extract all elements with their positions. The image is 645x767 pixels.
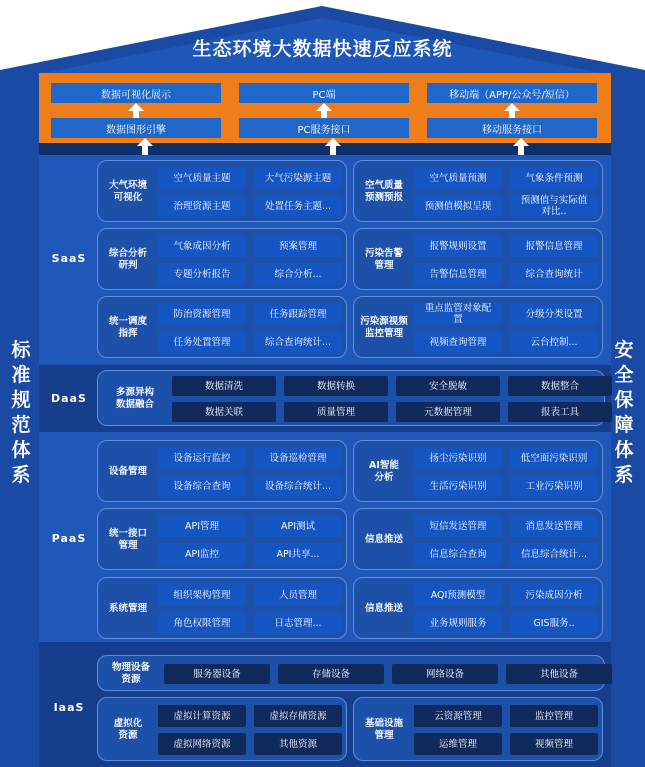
layer-label-paas: PaaS (51, 532, 87, 545)
group-label: 物理设备 资源 (111, 662, 150, 685)
capability-group (97, 655, 605, 691)
group-label: 信息推送 (364, 534, 403, 545)
up-arrow-icon (504, 103, 520, 118)
capability-item: API共享... (254, 543, 342, 565)
capability-item: 告警信息管理 (414, 263, 502, 285)
capability-item: 运维管理 (414, 733, 502, 755)
capability-item: 消息发送管理 (510, 515, 598, 537)
capability-item: API监控 (158, 543, 246, 565)
application-layer (39, 73, 611, 143)
capability-item: 综合分析... (254, 263, 342, 285)
capability-group (353, 577, 603, 639)
capability-item: 信息综合查询 (414, 543, 502, 565)
capability-item: 短信发送管理 (414, 515, 502, 537)
interface-box-graphics: 数据图形引擎 (51, 118, 221, 138)
capability-item: 虚拟存储资源 (254, 705, 342, 727)
capability-item: 防治资源管理 (158, 303, 246, 325)
capability-item: 低空面污染识别 (510, 447, 598, 469)
capability-item: 元数据管理 (396, 402, 500, 422)
interface-box-pc: PC服务接口 (239, 118, 409, 138)
capability-group (97, 508, 347, 570)
capability-item: API测试 (254, 515, 342, 537)
capability-item: 虚拟网络资源 (158, 733, 246, 755)
capability-item: 数据整合 (508, 376, 612, 396)
capability-item: 视频查询管理 (414, 331, 502, 353)
capability-item: 云台控制... (510, 331, 598, 353)
capability-item: 设备综合查询 (158, 475, 246, 497)
capability-group (353, 440, 603, 502)
capability-group (97, 160, 347, 222)
up-arrow-icon (325, 138, 341, 155)
left-pillar-label: 标准规范体系 (11, 339, 31, 486)
up-arrow-icon (316, 103, 332, 118)
capability-group (97, 697, 347, 761)
capability-group (97, 440, 347, 502)
capability-item: 数据转换 (284, 376, 388, 396)
capability-item: 重点监管对象配 置 (414, 303, 502, 325)
capability-item: 空气质量预测 (414, 167, 502, 189)
capability-item: 安全脱敏 (396, 376, 500, 396)
group-label: 基础设施 管理 (364, 718, 403, 741)
capability-item: 预案管理 (254, 235, 342, 257)
capability-item: 扬尘污染识别 (414, 447, 502, 469)
display-box-visualization: 数据可视化展示 (51, 83, 221, 103)
page-title: 生态环境大数据快速反应系统 (192, 38, 453, 60)
capability-group (97, 296, 347, 358)
capability-item: AQI预测模型 (414, 584, 502, 606)
capability-item: 预测值模拟呈现 (414, 195, 502, 217)
group-label: 统一调度 指挥 (108, 316, 147, 339)
group-label: AI智能 分析 (369, 460, 399, 483)
capability-item: 其他设备 (506, 664, 612, 684)
capability-item: 治理资源主题 (158, 195, 246, 217)
capability-item: 综合查询统计... (254, 331, 342, 353)
up-arrow-icon (513, 138, 529, 155)
capability-item: 信息综合统计... (510, 543, 598, 565)
capability-item: 生活污染识别 (414, 475, 502, 497)
capability-item: 人员管理 (254, 584, 342, 606)
group-label: 设备管理 (108, 466, 147, 477)
capability-item: 报警信息管理 (510, 235, 598, 257)
group-label: 多源异构 数据融合 (115, 387, 154, 410)
interface-divider (39, 143, 611, 155)
capability-item: 虚拟计算资源 (158, 705, 246, 727)
interface-box-mobile: 移动服务接口 (427, 118, 597, 138)
group-label: 系统管理 (108, 603, 147, 614)
capability-item: 角色权限管理 (158, 612, 246, 634)
group-label: 空气质量 预测预报 (364, 180, 403, 203)
capability-group (97, 228, 347, 290)
capability-item: 监控管理 (510, 705, 598, 727)
capability-item: 污染成因分析 (510, 584, 598, 606)
capability-item: 气象条件预测 (510, 167, 598, 189)
capability-item: 数据清洗 (172, 376, 276, 396)
group-label: 大气环境 可视化 (108, 180, 147, 203)
layer-label-daas: DaaS (51, 392, 87, 405)
capability-item: 预测值与实际值 对比.. (510, 195, 598, 217)
group-label: 综合分析 研判 (108, 248, 147, 271)
up-arrow-icon (137, 138, 153, 155)
capability-item: API管理 (158, 515, 246, 537)
capability-item: 业务规则服务 (414, 612, 502, 634)
capability-item: 专题分析报告 (158, 263, 246, 285)
capability-item: 设备运行监控 (158, 447, 246, 469)
display-box-pc: PC端 (239, 83, 409, 103)
capability-group (353, 697, 603, 761)
layer-label-iaas: IaaS (53, 701, 85, 714)
group-label: 污染源视频 监控管理 (360, 316, 408, 339)
capability-item: 报警规则设置 (414, 235, 502, 257)
capability-item: 任务处置管理 (158, 331, 246, 353)
capability-item: 日志管理... (254, 612, 342, 634)
capability-item: 分级分类设置 (510, 303, 598, 325)
capability-item: 其他资源 (254, 733, 342, 755)
group-label: 信息推送 (364, 603, 403, 614)
capability-item: 处置任务主题... (254, 195, 342, 217)
capability-item: 设备综合统计... (254, 475, 342, 497)
group-label: 虚拟化 资源 (113, 718, 143, 741)
layer-label-saas: SaaS (51, 252, 87, 265)
capability-group (97, 370, 605, 426)
capability-item: 气象成因分析 (158, 235, 246, 257)
capability-item: 设备巡检管理 (254, 447, 342, 469)
capability-group (353, 296, 603, 358)
capability-item: 视频管理 (510, 733, 598, 755)
capability-item: GIS服务.. (510, 612, 598, 634)
capability-item: 大气污染源主题 (254, 167, 342, 189)
capability-group (353, 160, 603, 222)
capability-group (353, 228, 603, 290)
capability-item: 存储设备 (278, 664, 384, 684)
capability-item: 任务跟踪管理 (254, 303, 342, 325)
right-pillar-label: 安全保障体系 (614, 339, 634, 486)
group-label: 污染告警 管理 (364, 248, 403, 271)
capability-item: 报表工具 (508, 402, 612, 422)
group-label: 统一接口 管理 (108, 528, 147, 551)
capability-item: 组织架构管理 (158, 584, 246, 606)
capability-group (353, 508, 603, 570)
display-box-mobile: 移动端（APP/公众号/短信） (427, 83, 597, 103)
capability-item: 空气质量主题 (158, 167, 246, 189)
capability-item: 云资源管理 (414, 705, 502, 727)
capability-group (97, 577, 347, 639)
capability-item: 综合查询统计 (510, 263, 598, 285)
capability-item: 网络设备 (392, 664, 498, 684)
capability-item: 质量管理 (284, 402, 388, 422)
capability-item: 数据关联 (172, 402, 276, 422)
capability-item: 服务器设备 (164, 664, 270, 684)
up-arrow-icon (128, 103, 144, 118)
capability-item: 工业污染识别 (510, 475, 598, 497)
